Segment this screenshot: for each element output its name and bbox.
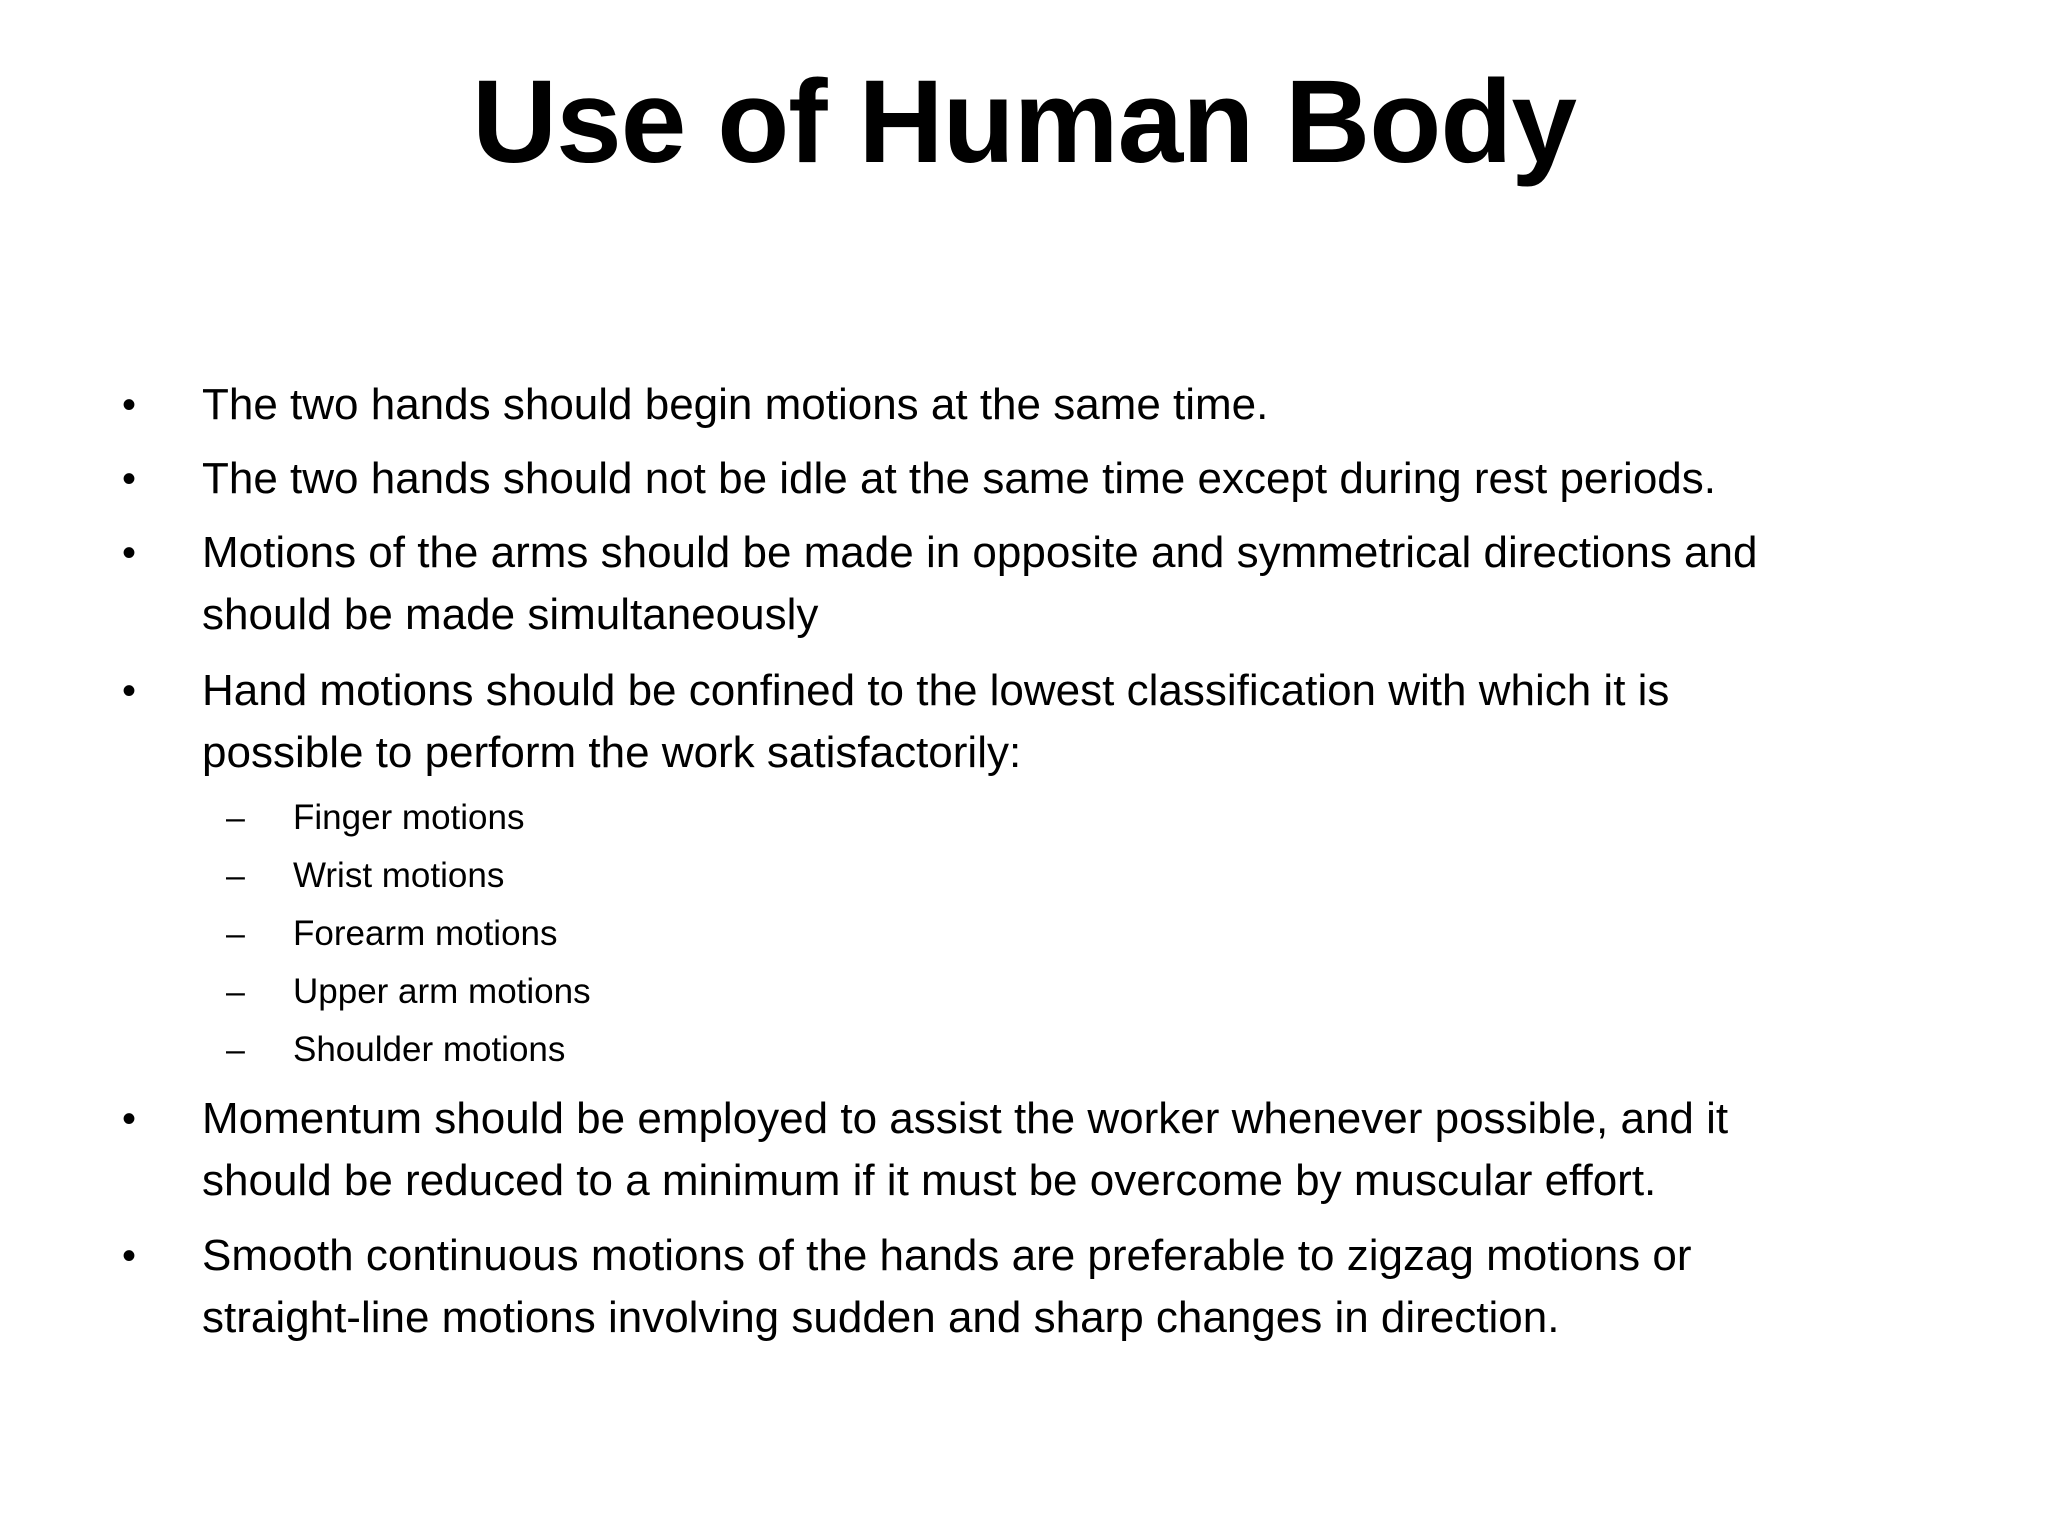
bullet-line: should be made simultaneously xyxy=(202,590,819,639)
bullet-marker: • xyxy=(122,457,137,501)
bullet-marker: • xyxy=(122,1234,137,1278)
sub-bullet-text: Upper arm motions xyxy=(293,972,591,1011)
bullet-marker: • xyxy=(122,669,137,713)
bullet-marker: • xyxy=(122,1097,137,1141)
bullet-marker: • xyxy=(122,531,137,575)
sub-bullet-marker: – xyxy=(226,799,245,837)
bullet-marker: • xyxy=(122,383,137,427)
bullet-text xyxy=(202,522,1922,646)
bullet-text xyxy=(202,1225,1922,1349)
bullet-text xyxy=(202,448,1922,510)
sub-bullet-marker: – xyxy=(226,1031,245,1069)
bullet-line: Motions of the arms should be made in opposite and symmetrical directions and xyxy=(202,528,1758,577)
sub-bullet-text: Shoulder motions xyxy=(293,1030,566,1069)
sub-bullet-marker: – xyxy=(226,973,245,1011)
sub-bullet-text: Forearm motions xyxy=(293,914,558,953)
sub-bullet-text: Wrist motions xyxy=(293,856,505,895)
bullet-text xyxy=(202,660,1922,784)
sub-bullet-text: Finger motions xyxy=(293,798,525,837)
bullet-line: straight-line motions involving sudden and sharp changes in direction. xyxy=(202,1293,1560,1342)
sub-bullet-marker: – xyxy=(226,915,245,953)
bullet-line: Hand motions should be confined to the lowest classification with which it is xyxy=(202,666,1670,715)
bullet-line: Momentum should be employed to assist the worker whenever possible, and it xyxy=(202,1094,1729,1143)
bullet-line: The two hands should begin motions at the same time. xyxy=(202,380,1269,429)
bullet-line: should be reduced to a minimum if it must be overcome by muscular effort. xyxy=(202,1156,1657,1205)
bullet-line: possible to perform the work satisfactorily: xyxy=(202,728,1022,777)
slide-title: Use of Human Body xyxy=(471,56,1577,188)
bullet-text xyxy=(202,1088,1922,1212)
bullet-line: Smooth continuous motions of the hands are preferable to zigzag motions or xyxy=(202,1231,1692,1280)
bullet-text xyxy=(202,374,1922,436)
bullet-line: The two hands should not be idle at the same time except during rest periods. xyxy=(202,454,1716,503)
sub-bullet-marker: – xyxy=(226,857,245,895)
